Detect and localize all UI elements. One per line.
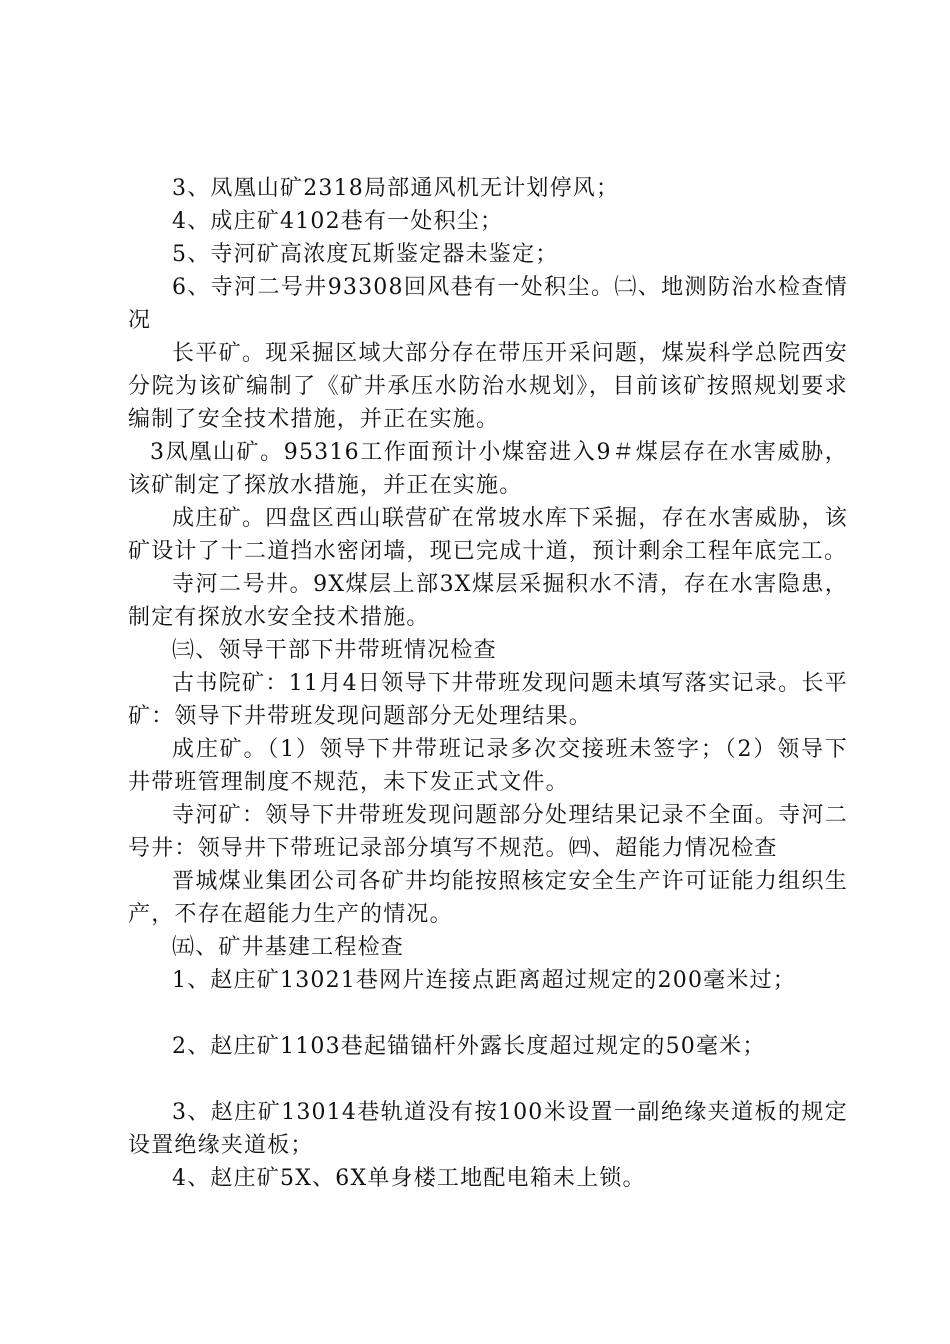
paragraph: 寺河矿：领导下井带班发现问题部分处理结果记录不全面。寺河二号井：领导井下带班记录部分填写不规范。㈣、超能力情况检查	[128, 803, 848, 861]
list-item: 1、赵庄矿13021巷网片连接点距离超过规定的200毫米过；	[172, 968, 796, 993]
document-body	[128, 172, 848, 1195]
paragraph: 成庄矿。四盘区西山联营矿在常坡水库下采掘，存在水害威胁，该矿设计了十二道挡水密闭墙，现已完成十道，预计剩余工程年底完工。	[128, 506, 848, 564]
paragraph: 4、成庄矿4102巷有一处积尘；	[172, 209, 504, 234]
list-item: 2、赵庄矿1103巷起锚锚杆外露长度超过规定的50毫米；	[172, 1034, 766, 1059]
paragraph: 3、凤凰山矿2318局部通风机无计划停风；	[172, 176, 620, 201]
paragraph: 寺河二号井。9X煤层上部3X煤层采掘积水不清，存在水害隐患，制定有探放水安全技术措施。	[128, 572, 848, 630]
paragraph: 晋城煤业集团公司各矿井均能按照核定安全生产许可证能力组织生产，不存在超能力生产的情况。	[128, 869, 848, 927]
section-heading: ㈢、领导干部下井带班情况检查	[172, 638, 497, 663]
list-item: 4、赵庄矿5X、6X单身楼工地配电箱未上锁。	[172, 1166, 646, 1191]
paragraph: 6、寺河二号井93308回风巷有一处积尘。㈡、地测防治水检查情况	[128, 275, 848, 333]
paragraph: 5、寺河矿高浓度瓦斯鉴定器未鉴定；	[172, 242, 559, 267]
paragraph: 成庄矿。（1）领导下井带班记录多次交接班未签字；（2）领导下井带班管理制度不规范，未下发正式文件。	[128, 737, 848, 795]
list-item: 3、赵庄矿13014巷轨道没有按100米设置一副绝缘夹道板的规定设置绝缘夹道板；	[128, 1100, 848, 1158]
paragraph: 长平矿。现采掘区域大部分存在带压开采问题，煤炭科学总院西安分院为该矿编制了《矿井承压水防治水规划》，目前该矿按照规划要求编制了安全技术措施，并正在实施。	[128, 341, 848, 432]
paragraph: 3凤凰山矿。95316工作面预计小煤窑进入9＃煤层存在水害威胁，该矿制定了探放水措施，并正在实施。	[128, 440, 848, 498]
section-heading: ㈤、矿井基建工程检查	[172, 935, 405, 960]
paragraph: 古书院矿：11月4日领导下井带班发现问题未填写落实记录。长平矿：领导下井带班发现问题部分无处理结果。	[128, 671, 848, 729]
